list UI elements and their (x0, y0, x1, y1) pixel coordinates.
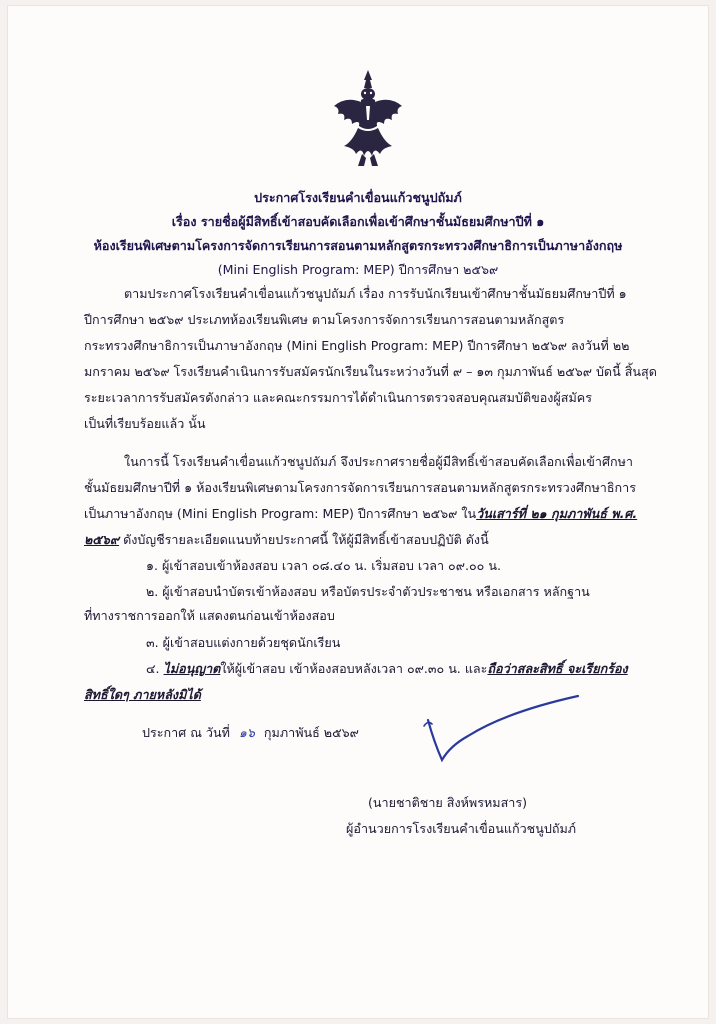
rule-4-line-1 (146, 656, 628, 682)
exam-year-emphasis: ๒๕๖๙ (84, 532, 120, 547)
para1-line-5: ระยะเวลาการรับสมัครดังกล่าว และคณะกรรมการได้ดำเนินการตรวจสอบคุณสมบัติของผู้สมัคร (84, 390, 592, 405)
para2-line-3-text: เป็นภาษาอังกฤษ (Mini English Program: MEP) ปีการศึกษา ๒๕๖๙ ใน (84, 506, 477, 521)
rule-2-line-2: ที่ทางราชการออกให้ แสดงตนก่อนเข้าห้องสอบ (84, 608, 335, 623)
para1-line-2: ปีการศึกษา ๒๕๖๙ ประเภทห้องเรียนพิเศษ ตามโครงการจัดการเรียนการสอนตามหลักสูตร (84, 312, 565, 327)
title-line-1: ประกาศโรงเรียนคำเขื่อนแก้วชนูปถัมภ์ (254, 190, 462, 205)
announcement-title (60, 186, 656, 282)
title-line-3: ห้องเรียนพิเศษตามโครงการจัดการเรียนการสอนตามหลักสูตรกระทรวงศึกษาธิการเป็นภาษาอังกฤษ (93, 238, 623, 253)
rule-3: ๓. ผู้เข้าสอบแต่งกายด้วยชุดนักเรียน (146, 635, 341, 650)
garuda-emblem-icon (328, 66, 408, 174)
signatory-name: (นายชาติชาย สิงห์พรหมสาร) (368, 795, 528, 810)
rule-1: ๑. ผู้เข้าสอบเข้าห้องสอบ เวลา ๐๘.๔๐ น. เริ่มสอบ เวลา ๐๙.๐๐ น. (146, 558, 501, 573)
no-claim-emphasis: สิทธิ์ใดๆ ภายหลังมิได้ (84, 687, 201, 702)
rule-4-number: ๔. (146, 661, 164, 676)
para1-line-1: ตามประกาศโรงเรียนคำเขื่อนแก้วชนูปถัมภ์ เรื่อง การรับนักเรียนเข้าศึกษาชั้นมัธยมศึกษาปีที่ ๑ (124, 286, 627, 301)
para1-line-3: กระทรวงศึกษาธิการเป็นภาษาอังกฤษ (Mini English Program: MEP) ปีการศึกษา ๒๕๖๙ ลงวันที่ ๒๒ (84, 338, 630, 353)
para2-line-4-text: ดังบัญชีรายละเอียดแนบท้ายประกาศนี้ ให้ผู้มีสิทธิ์เข้าสอบปฏิบัติ ดังนี้ (119, 532, 489, 547)
not-allowed-emphasis: ไม่อนุญาต (163, 661, 221, 676)
announce-prefix: ประกาศ ณ วันที่ (142, 725, 230, 740)
forfeit-emphasis: ถือว่าสละสิทธิ์ จะเรียกร้อง (487, 661, 628, 676)
para1-line-4: มกราคม ๒๕๖๙ โรงเรียนคำเนินการรับสมัครนักเรียนในระหว่างวันที่ ๙ – ๑๓ กุมภาพันธ์ ๒๕๖๙ บัดนี้ สิ้นสุด (84, 364, 657, 379)
para2-line-1: ในการนี้ โรงเรียนคำเขื่อนแก้วชนูปถัมภ์ จึงประกาศรายชื่อผู้มีสิทธิ์เข้าสอบคัดเลือกเพื่อเข้าศึกษา (124, 454, 633, 469)
para2-line-3 (84, 501, 637, 527)
title-line-2: เรื่อง รายชื่อผู้มีสิทธิ์เข้าสอบคัดเลือกเพื่อเข้าศึกษาชั้นมัธยมศึกษาปีที่ ๑ (171, 214, 545, 229)
rule-4-text: ให้ผู้เข้าสอบ เข้าห้องสอบหลังเวลา ๐๙.๓๐ น. และ (220, 661, 488, 676)
rule-2-line-1: ๒. ผู้เข้าสอบนำบัตรเข้าห้องสอบ หรือบัตรประจำตัวประชาชน หรือเอกสาร หลักฐาน (146, 584, 590, 599)
exam-date-emphasis: วันเสาร์ที่ ๒๑ กุมภาพันธ์ พ.ศ. (476, 506, 638, 521)
para2-line-2: ชั้นมัธยมศึกษาปีที่ ๑ ห้องเรียนพิเศษตามโครงการจัดการเรียนการสอนตามหลักสูตรกระทรวงศึกษาธิการ (84, 480, 637, 495)
title-line-4: (Mini English Program: MEP) ปีการศึกษา ๒๕๖๙ (217, 262, 499, 277)
signatory-position: ผู้อำนวยการโรงเรียนคำเขื่อนแก้วชนูปถัมภ์ (346, 821, 577, 836)
para2-line-4 (84, 527, 489, 553)
announce-suffix: กุมภาพันธ์ ๒๕๖๙ (263, 725, 359, 740)
announce-date-line (142, 720, 359, 746)
rule-4-line-2 (84, 682, 201, 708)
signature-scribble (410, 690, 590, 776)
para1-line-6: เป็นที่เรียบร้อยแล้ว นั้น (84, 416, 206, 431)
announce-day: ๑๖ (238, 725, 255, 740)
